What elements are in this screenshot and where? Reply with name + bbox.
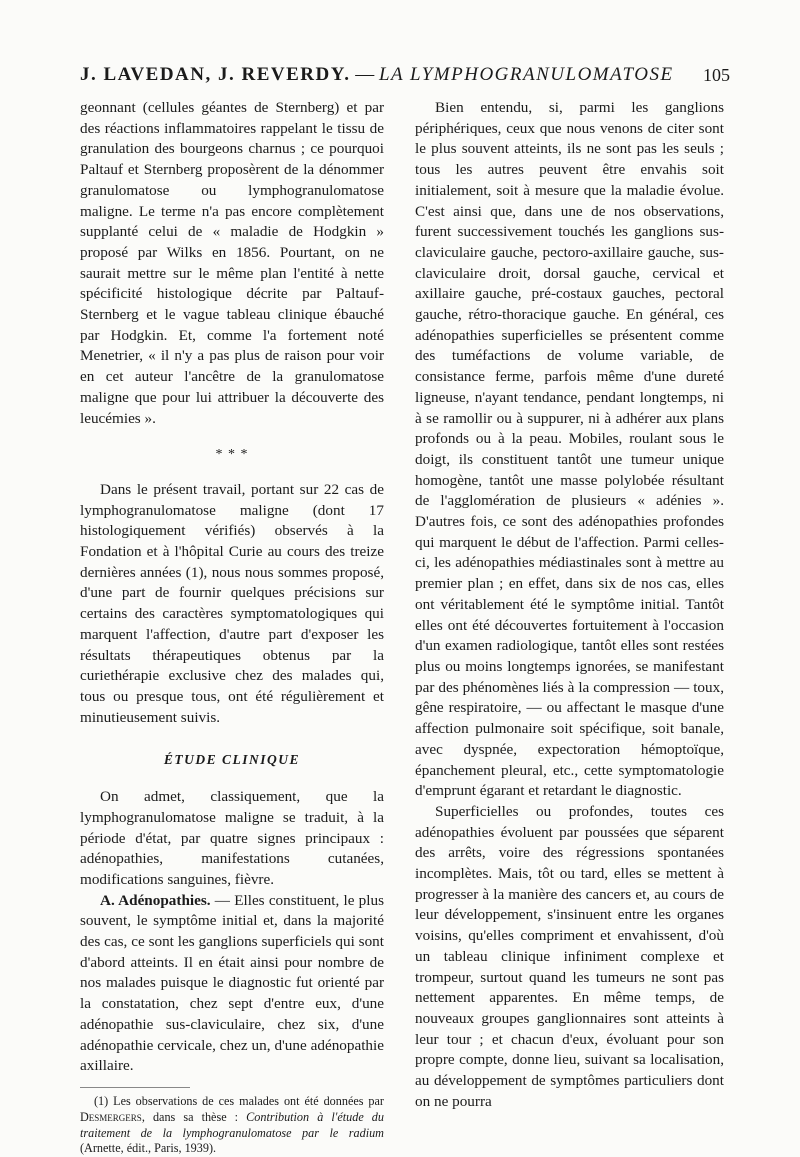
footnote-title: Contribution à l'étude du traitement de la lymphogranulomatose par le radium	[80, 1109, 384, 1140]
header-authors: J. LAVEDAN, J. REVERDY.	[80, 64, 351, 85]
footnote-number: (1)	[94, 1093, 114, 1108]
paragraph-adenopathies	[80, 891, 384, 1077]
footnote-rule	[80, 1087, 190, 1088]
adenopathies-text: — Elles constituent, le plus souvent, le symptôme initial et, dans la majorité des cas, ce sont les ganglions superficiels qui sont d'abord atteints. Il en était ainsi pour nombre de nos malades puisque le diagnostic fut orienté par la constatation, chez sept d'entre eux, d'une adénopathie sus-claviculaire, chez six, d'une adénopathie cervicale, chez un, d'une adénopathie axillaire.	[80, 891, 384, 1075]
footnote-author: Desmergers	[80, 1109, 142, 1124]
left-column	[80, 98, 384, 1157]
footnote-text-b: , dans sa thèse :	[141, 1109, 247, 1124]
paragraph-evolution: Superficielles ou profondes, toutes ces adénopathies évoluent par poussées que séparent des arrêts, voire des régressions spontanées incomplètes. Mais, tôt ou tard, elles se mettent à progresser à la manière des cancers et, au cours de leur développement, s'insinuent entre les organes voisins, qu'elles compriment et envahissent, d'où un tableau clinique infiniment complexe et trompeur, surtout quand les tumeurs ne sont pas nettement apparentes. En même temps, de nouveaux groupes ganglionnaires sont atteints à leur tour ; et chacun d'eux, évoluant pour son propre compte, donne lieu, suivant sa localisation, au développement de symptômes particuliers dont on ne pourra	[415, 802, 724, 1110]
footnote-text-a: Les observations de ces malades ont été données par	[113, 1093, 384, 1108]
page-number: 105	[703, 65, 730, 85]
right-column	[415, 98, 724, 1112]
paragraph-peripheral-ganglia: Bien entendu, si, parmi les ganglions périphériques, ceux que nous venons de citer sont le plus souvent atteints, ils ne sont pas les seuls ; tous les autres peuvent être envahis soit initialement, soit à mesure que la maladie évolue. C'est ainsi que, dans une de nos observations, furent successivement touchés les ganglions sus-claviculaire gauche, pectoro-axillaire gauche, sus-claviculaire droit, dorsal gauche, cervical et axillaire gauche, pré-costaux gauches, pectoral gauche, rétro-thoracique gauche. En général, ces adénopathies superficielles se présentent comme des tuméfactions de volume variable, de consistance ferme, parfois même d'une dureté ligneuse, n'ayant tendance, pendant longtemps, ni à se ramollir ou à suppurer, ni à adhérer aux plans profonds ou à la peau. Mobiles, roulant sous le doigt, ils constituent tantôt une tumeur unique homogène, tantôt une masse polylobée résultant de l'agglomération de plusieurs « adénies ». D'autres fois, ce sont des adénopathies profondes qui marquent le début de l'affection. Parmi celles-ci, les adénopathies médiastinales sont à mettre au premier plan ; en effet, dans six de nos cas, elles ont véritablement été le symptôme initial. Tantôt elles ont été découvertes fortuitement à l'occasion d'un examen radiologique, tantôt elles sont restées plus ou moins longtemps ignorées, se manifestant par des phénomènes liés à la compression — toux, gêne respiratoire, — ou affectant le masque d'une affection pulmonaire soit spécifique, soit banale, avec dyspnée, expectoration hémoptoïque, épanchement pleural, etc., cette symptomatologie d'emprunt égarant et retardant le diagnostic.	[415, 99, 724, 800]
footnote	[80, 1094, 384, 1157]
paragraph-classic-signs: On admet, classiquement, que la lymphogranulomatose maligne se traduit, à la période d'état, par quatre signes principaux : adénopathies, manifestations cutanées, modifications sanguines, fièvre.	[80, 788, 384, 888]
section-title: ÉTUDE CLINIQUE	[163, 752, 301, 768]
running-header	[80, 60, 730, 90]
adenopathies-heading: A. Adénopathies.	[100, 891, 211, 909]
footnote-text-c: (Arnette, édit., Paris, 1939).	[80, 1141, 217, 1156]
section-separator: * * *	[215, 447, 249, 463]
header-title: LA LYMPHOGRANULOMATOSE	[378, 64, 674, 85]
header-dash: —	[350, 64, 379, 85]
paragraph-continuation: geonnant (cellules géantes de Sternberg) et par des réactions inflammatoires rappelant le tissu de granulation des bourgeons charnus ; ce pourquoi Paltauf et Sternberg proposèrent de la dénommer granulomatose ou lymphogranulomatose maligne. Le terme n'a pas encore complètement supplanté celui de « maladie de Hodgkin » proposé par Wilks en 1856. Pourtant, on ne saurait mettre sur le même plan l'entité à nette spécificité histologique décrite par Paltauf-Sternberg et le vague tableau clinique ébauché par Hodgkin. Et, comme l'a fortement noté Menetrier, « il n'y a pas plus de raison pour voir en cet auteur l'ancêtre de la granulomatose maligne que pour lui attribuer la découverte des leucémies ».	[80, 99, 384, 427]
paragraph-present-work: Dans le présent travail, portant sur 22 cas de lymphogranulomatose maligne (dont 17 histologiquement vérifiés) observés à la Fondation et à l'hôpital Curie au cours des treize dernières années (1), nous nous sommes proposé, d'une part de fournir quelques précisions sur certains des caractères symptomatologiques qui marquent l'affection, d'autre part d'exposer les résultats thérapeutiques obtenus par la curiethérapie exclusive chez des malades qui, tous ou presque tous, ont été régulièrement et minutieusement suivis.	[80, 480, 384, 726]
